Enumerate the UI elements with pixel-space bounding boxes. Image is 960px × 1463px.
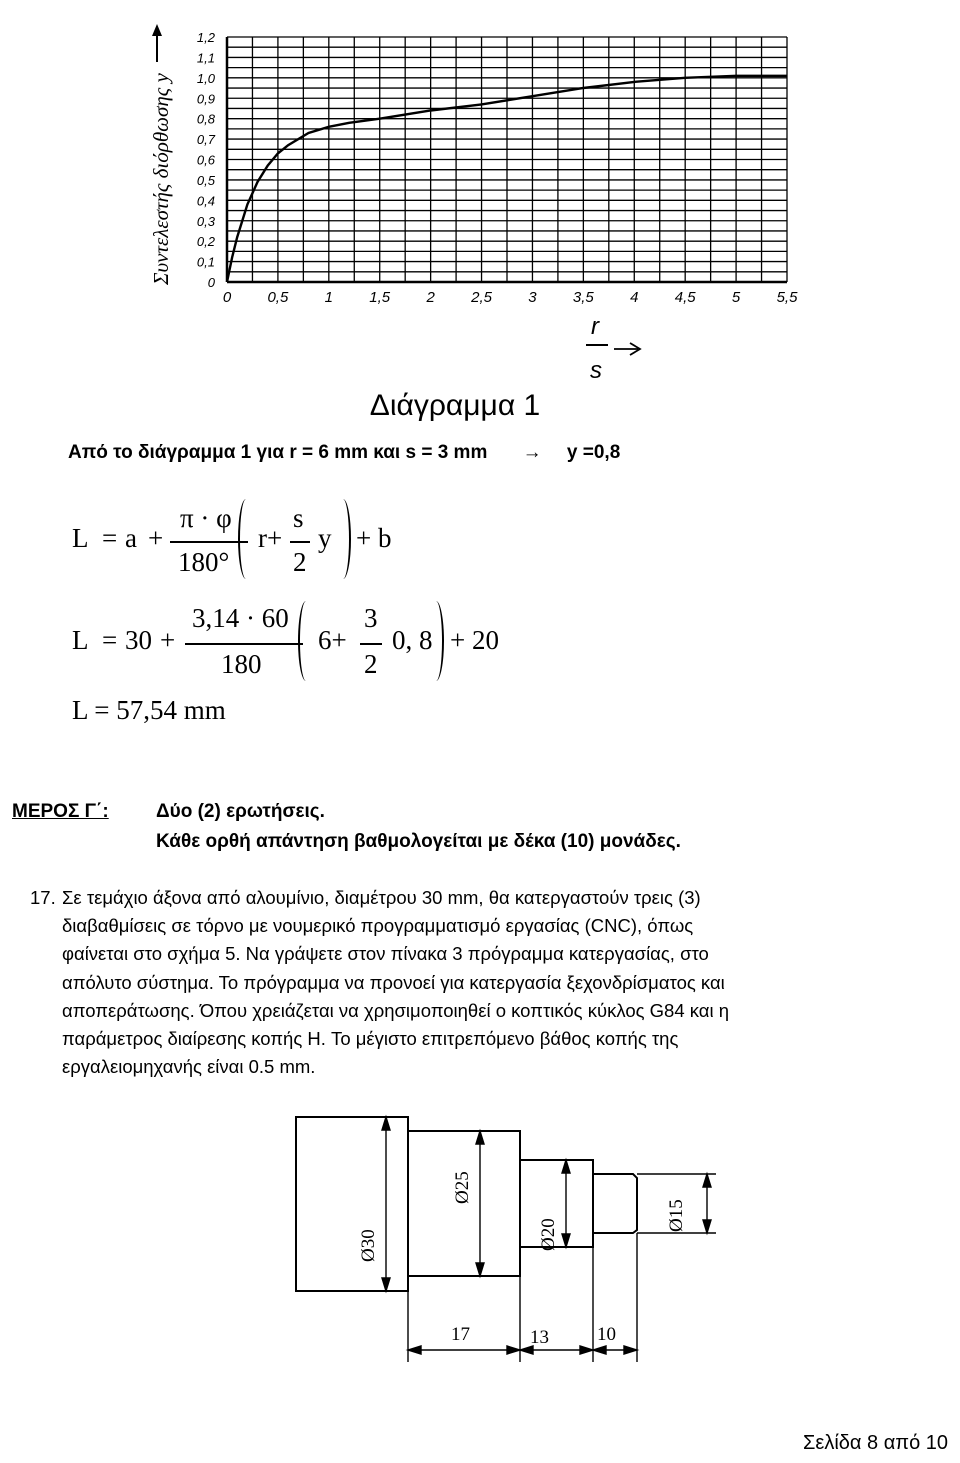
formula2-y: 0, 8 bbox=[392, 625, 433, 655]
x-tick-label: 3,5 bbox=[572, 289, 594, 306]
arrow-icon: → bbox=[522, 442, 542, 463]
length-label-10: 10 bbox=[597, 1324, 616, 1345]
y-tick-label: 0,7 bbox=[196, 132, 215, 148]
x-tick-label: 2 bbox=[426, 289, 435, 306]
formula1-y: y bbox=[318, 523, 332, 553]
length-label-17: 17 bbox=[451, 1324, 470, 1345]
shaft-section-d15 bbox=[593, 1174, 637, 1233]
question-line: διαβαθμίσεις σε τόρνο με νουμερικό προγραμματισμό εργασίας (CNC), όπως bbox=[62, 915, 694, 937]
question-line: αποπεράτωσης. Όπου χρειάζεται να χρησιμοποιηθεί ο κοπτικός κύκλος G84 και η bbox=[62, 999, 730, 1021]
page-number: Σελίδα 8 από 10 bbox=[803, 1432, 948, 1454]
y-tick-label: 0,4 bbox=[196, 193, 215, 209]
y-tick-label: 1,2 bbox=[196, 30, 215, 45]
shaft-section-d30 bbox=[296, 1117, 408, 1291]
result-value: y =0,8 bbox=[566, 442, 621, 463]
formula1-plus-b: + b bbox=[356, 523, 392, 553]
x-tick-label: 5 bbox=[731, 289, 741, 306]
question-line: Σε τεμάχιο άξονα από αλουμίνιο, διαμέτρου 30 mm, θα κατεργαστούν τρεις (3) bbox=[62, 887, 701, 908]
formula1-r-plus: r+ bbox=[258, 523, 283, 553]
formula1-s-denominator: 2 bbox=[293, 547, 307, 577]
y-tick-label: 0,5 bbox=[196, 172, 215, 188]
formula-result: L = 57,54 mm bbox=[72, 695, 226, 725]
result-condition: Από το διάγραμμα 1 για r = 6 mm και s = 3 mm bbox=[68, 442, 488, 463]
y-tick-label: 0,8 bbox=[196, 111, 215, 127]
diameter-label-d20: Ø20 bbox=[538, 1218, 559, 1251]
question-line: παράμετρος διαίρεσης κοπής H. Το μέγιστο επιτρεπόμενο βάθος κοπής της bbox=[62, 1028, 679, 1050]
x-tick-label: 0 bbox=[222, 289, 232, 306]
part-c-line1: Δύο (2) ερωτήσεις. bbox=[156, 801, 325, 822]
formula2-a: 30 bbox=[125, 625, 152, 655]
question-line: εργαλειομηχανής είναι 0.5 mm. bbox=[62, 1056, 316, 1078]
formula1-denominator: 180° bbox=[178, 547, 230, 577]
y-tick-label: 0,6 bbox=[196, 152, 215, 168]
y-tick-label: 1,1 bbox=[196, 50, 215, 66]
x-axis-label-numerator: r bbox=[591, 313, 599, 340]
question-line: απόλυτο σύστημα. Το πρόγραμμα να προνοεί για κατεργασία ξεχονδρίσματος και bbox=[62, 971, 725, 993]
length-label-13: 13 bbox=[530, 1327, 549, 1348]
x-tick-label: 5,5 bbox=[776, 289, 798, 306]
chart-title: Διάγραμμα 1 bbox=[369, 389, 541, 422]
y-tick-label: 0,1 bbox=[196, 254, 215, 270]
y-tick-label: 0,9 bbox=[196, 91, 215, 107]
formula1-lhs: L bbox=[72, 523, 89, 553]
formula1-numerator: π · φ bbox=[180, 503, 232, 533]
x-tick-label: 3 bbox=[528, 289, 537, 306]
x-axis-label-denominator: s bbox=[590, 357, 602, 384]
formula1-plus: + bbox=[148, 523, 164, 553]
y-tick-label: 1,0 bbox=[196, 70, 215, 86]
y-tick-label: 0 bbox=[207, 275, 215, 290]
part-c-line2: Κάθε ορθή απάντηση βαθμολογείται με δέκα (10) μονάδες. bbox=[156, 831, 681, 852]
formula1-s-numerator: s bbox=[293, 503, 304, 533]
x-tick-label: 1 bbox=[324, 289, 333, 306]
diameter-label-d25: Ø25 bbox=[452, 1171, 473, 1204]
diameter-label-d15: Ø15 bbox=[666, 1199, 687, 1232]
formula2-eq: = bbox=[102, 625, 118, 655]
question-line: φαίνεται στο σχήμα 5. Να γράψετε στον πίνακα 3 πρόγραμμα κατεργασίας, στο bbox=[62, 943, 709, 965]
formula2-plus: + bbox=[160, 625, 176, 655]
y-axis-label: Συντελεστής διόρθωσης y bbox=[149, 73, 173, 285]
x-tick-label: 4,5 bbox=[674, 289, 696, 306]
x-tick-label: 4 bbox=[630, 289, 639, 306]
x-tick-label: 2,5 bbox=[471, 289, 492, 306]
formula2-s-numerator: 3 bbox=[364, 603, 378, 633]
formula2-r-plus: 6+ bbox=[318, 625, 347, 655]
formula2-numerator: 3,14 · 60 bbox=[192, 603, 289, 633]
formula2-plus-b: + 20 bbox=[450, 625, 499, 655]
diameter-label-d30: Ø30 bbox=[358, 1229, 379, 1262]
question-number: 17. bbox=[30, 887, 56, 908]
x-tick-label: 1,5 bbox=[369, 289, 391, 306]
y-tick-label: 0,3 bbox=[196, 213, 215, 229]
formula2-denominator: 180 bbox=[221, 649, 262, 679]
y-tick-label: 0,2 bbox=[196, 234, 215, 250]
formula2-lhs: L bbox=[72, 625, 89, 655]
part-c-label: ΜΕΡΟΣ Γ΄: bbox=[12, 801, 109, 822]
formula1-a: a bbox=[125, 523, 137, 553]
formula2-s-denominator: 2 bbox=[364, 649, 378, 679]
x-tick-label: 0,5 bbox=[267, 289, 289, 306]
formula1-eq: = bbox=[102, 523, 118, 553]
